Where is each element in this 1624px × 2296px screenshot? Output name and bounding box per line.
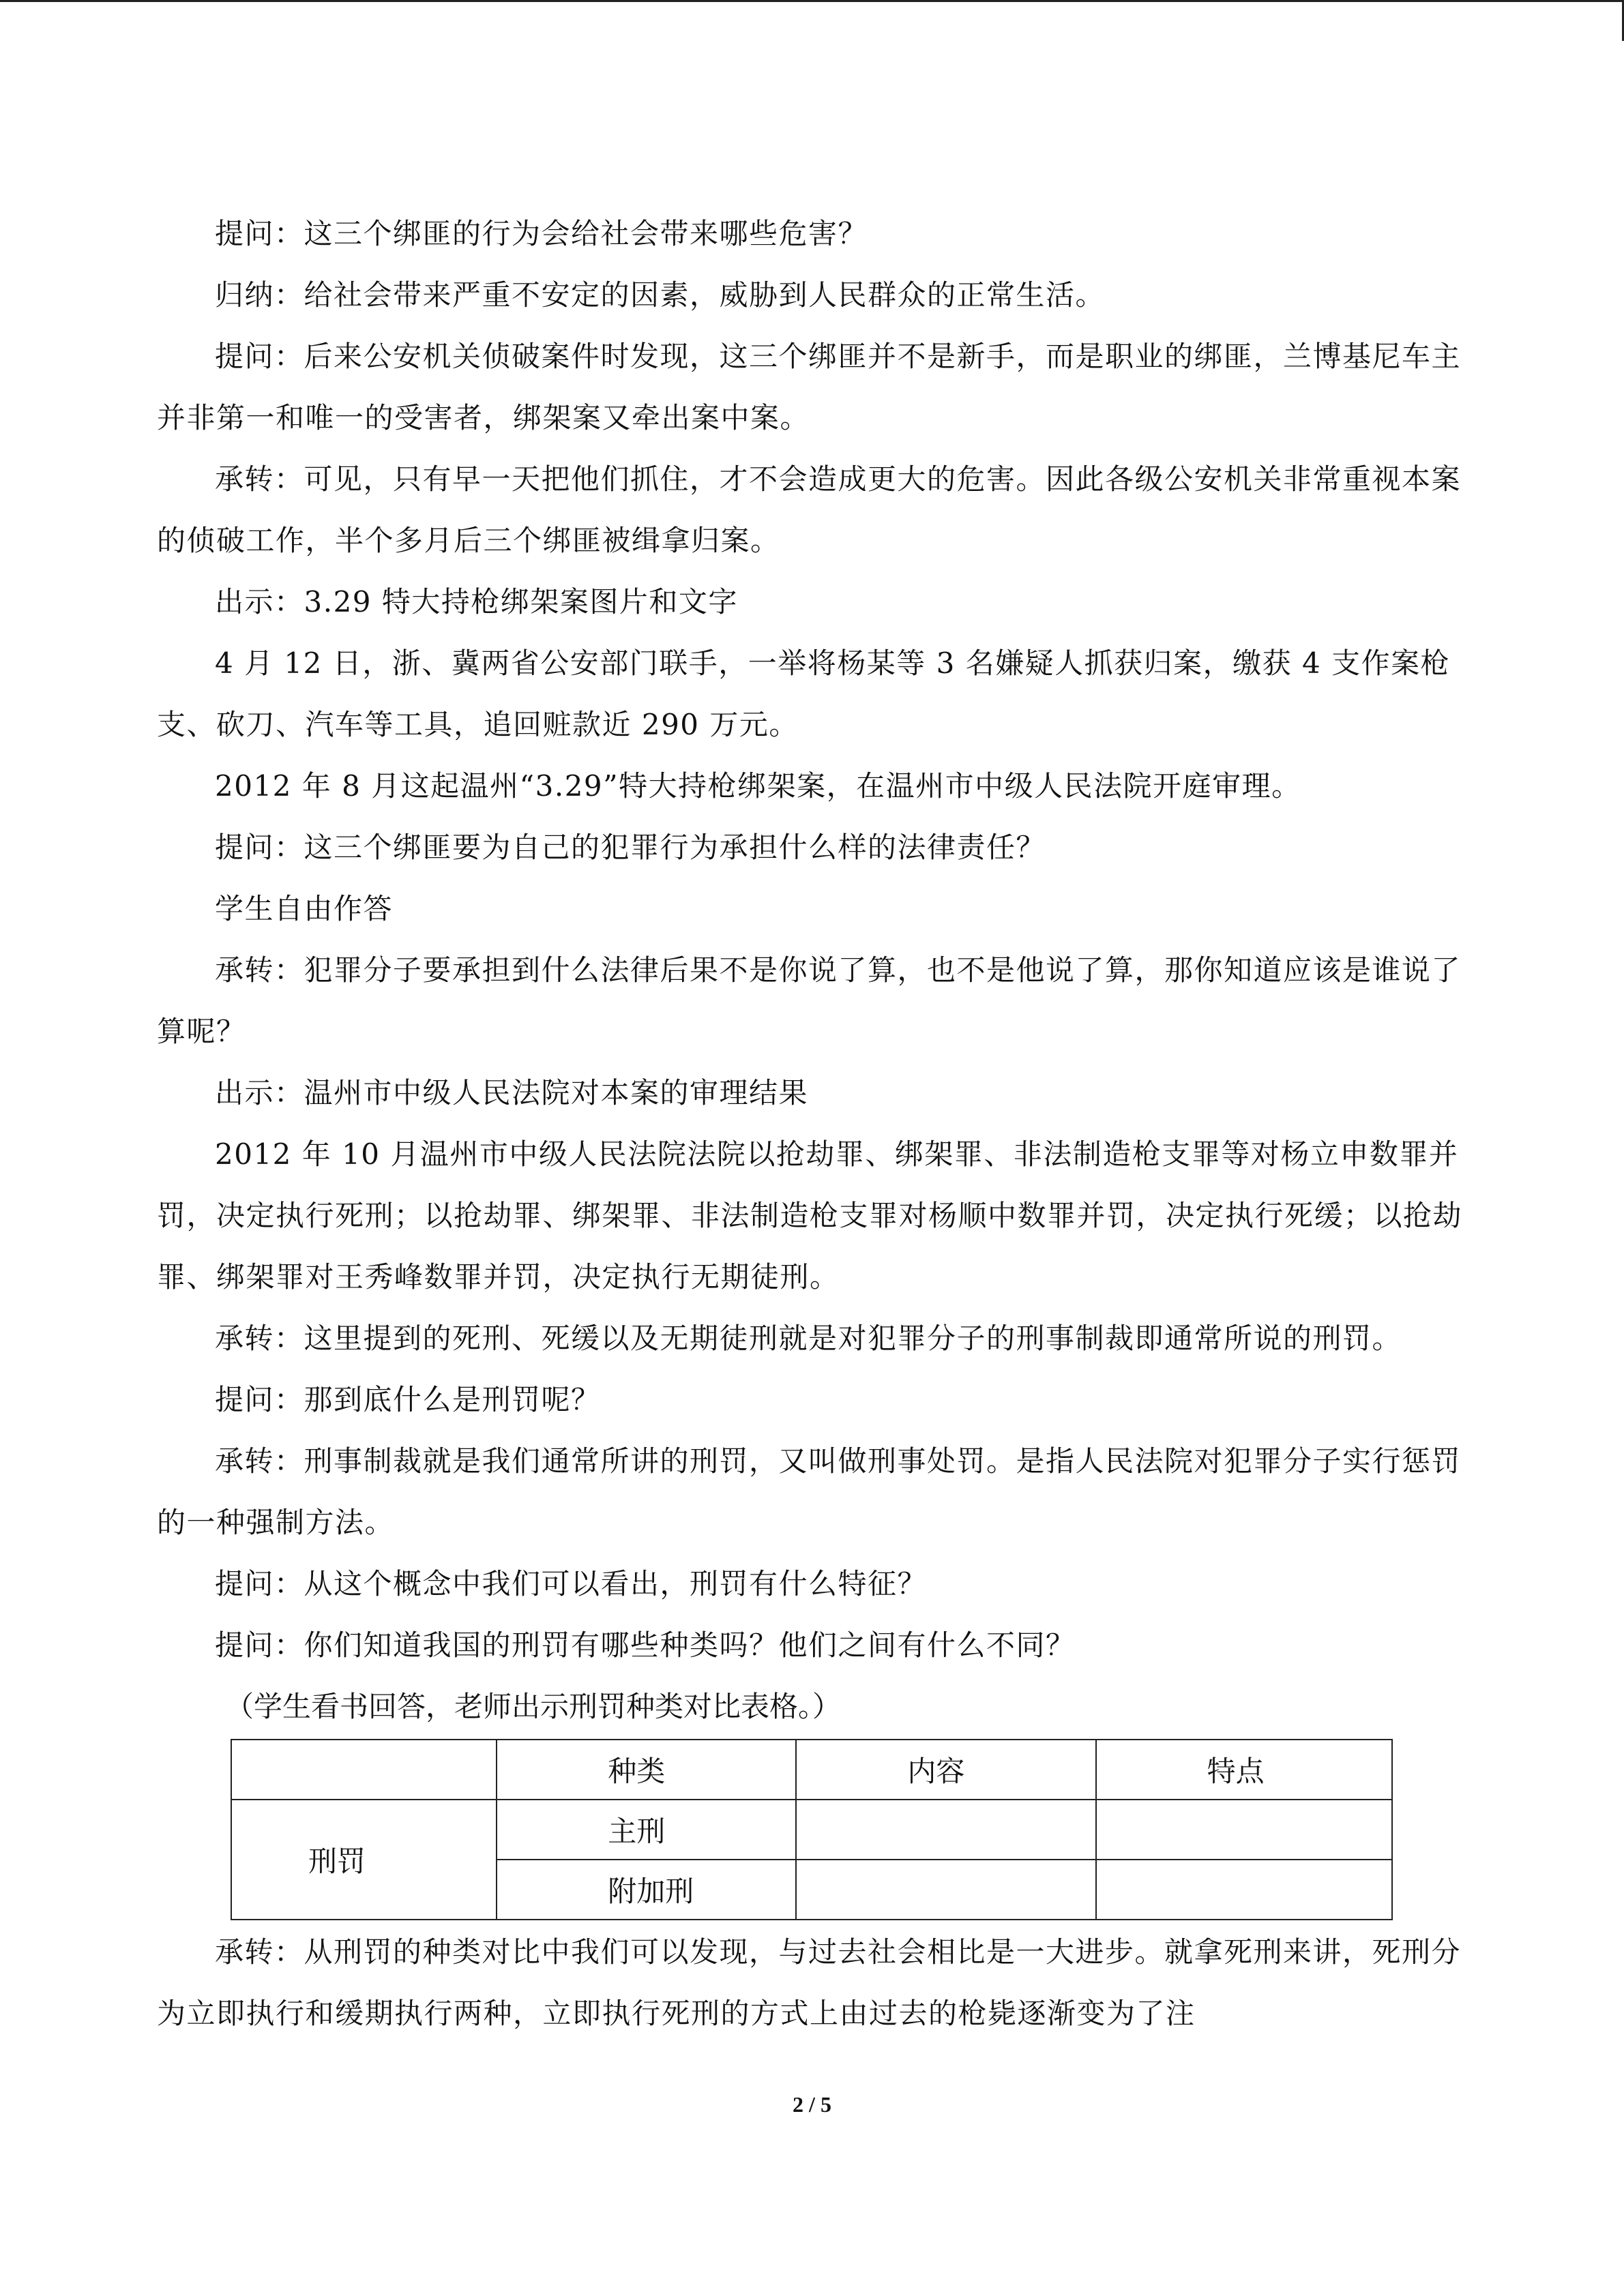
paragraph: 提问：这三个绑匪的行为会给社会带来哪些危害？ xyxy=(215,217,868,250)
paragraph: 承转：从刑罚的种类对比中我们可以发现，与过去社会相比是一大进步。就拿死刑来讲，死刑分为立即执行和缓期执行两种，立即执行死刑的方式上由过去的枪毙逐渐变为了注 xyxy=(157,1935,1462,2030)
table-cell xyxy=(796,1800,1095,1860)
table-group-label: 刑罚 xyxy=(231,1800,497,1920)
paragraph: 出示：温州市中级人民法院对本案的审理结果 xyxy=(215,1076,809,1109)
paragraph: 提问：后来公安机关侦破案件时发现，这三个绑匪并不是新手，而是职业的绑匪，兰博基尼车主并非第一和唯一的受害者，绑架案又牵出案中案。 xyxy=(157,340,1462,434)
table-cell: 主刑 xyxy=(497,1800,796,1860)
paragraph: 学生自由作答 xyxy=(215,892,394,925)
paragraph: 出示：3.29 特大持枪绑架案图片和文字 xyxy=(215,585,738,618)
penalty-comparison-table xyxy=(231,1739,1393,1920)
table-cell xyxy=(1096,1860,1392,1920)
paragraph: 承转：犯罪分子要承担到什么法律后果不是你说了算，也不是他说了算，那你知道应该是谁说了算呢？ xyxy=(157,953,1462,1048)
table-header-cell: 内容 xyxy=(796,1740,1095,1800)
table-header-row xyxy=(231,1740,1392,1800)
page-border-top xyxy=(0,0,1624,2)
table-cell: 附加刑 xyxy=(497,1860,796,1920)
paragraph: 承转：这里提到的死刑、死缓以及无期徒刑就是对犯罪分子的刑事制裁即通常所说的刑罚。 xyxy=(215,1322,1402,1355)
paragraph: 2012 年 8 月这起温州“3.29”特大持枪绑架案，在温州市中级人民法院开庭审理。 xyxy=(215,769,1301,803)
table-row xyxy=(231,1800,1392,1860)
paragraph: 承转：可见，只有早一天把他们抓住，才不会造成更大的危害。因此各级公安机关非常重视本案的侦破工作，半个多月后三个绑匪被缉拿归案。 xyxy=(157,462,1462,557)
table-header-cell: 特点 xyxy=(1096,1740,1392,1800)
paragraph: 提问：从这个概念中我们可以看出，刑罚有什么特征？ xyxy=(215,1567,928,1600)
paragraph: 提问：那到底什么是刑罚呢？ xyxy=(215,1383,601,1416)
table-header-cell: 种类 xyxy=(497,1740,796,1800)
page-number: 2 / 5 xyxy=(793,2092,831,2117)
paragraph: 4 月 12 日，浙、冀两省公安部门联手，一举将杨某等 3 名嫌疑人抓获归案，缴获 4 支作案枪支、砍刀、汽车等工具，追回赃款近 290 万元。 xyxy=(157,646,1451,741)
paragraph: 承转：刑事制裁就是我们通常所讲的刑罚，又叫做刑事处罚。是指人民法院对犯罪分子实行惩罚的一种强制方法。 xyxy=(157,1444,1462,1539)
table-cell xyxy=(1096,1800,1392,1860)
paragraph: 提问：你们知道我国的刑罚有哪些种类吗？他们之间有什么不同？ xyxy=(215,1628,1076,1662)
paragraph: 2012 年 10 月温州市中级人民法院法院以抢劫罪、绑架罪、非法制造枪支罪等对杨立申数罪并罚，决定执行死刑；以抢劫罪、绑架罪、非法制造枪支罪对杨顺中数罪并罚，决定执行死缓；以抢劫罪、绑架罪对王秀峰数罪并罚，决定执行无期徒刑。 xyxy=(157,1137,1463,1294)
paragraph: 提问：这三个绑匪要为自己的犯罪行为承担什么样的法律责任？ xyxy=(215,831,1046,864)
table-note: （学生看书回答，老师出示刑罚种类对比表格。） xyxy=(225,1690,842,1723)
document-body xyxy=(157,203,1470,2044)
table-header-cell xyxy=(231,1740,497,1800)
table-cell xyxy=(796,1860,1095,1920)
paragraph: 归纳：给社会带来严重不安定的因素，威胁到人民群众的正常生活。 xyxy=(215,278,1106,312)
